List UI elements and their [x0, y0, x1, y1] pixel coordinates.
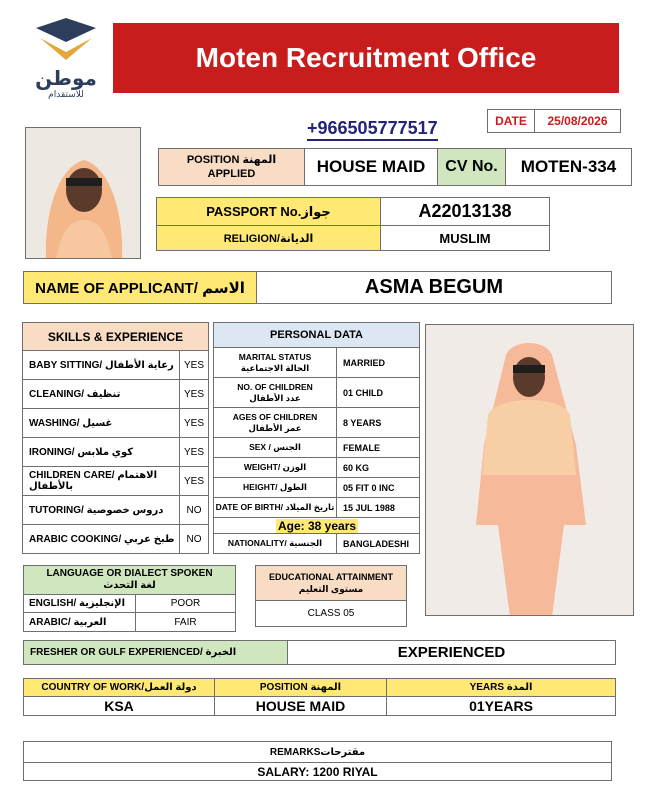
years-value: 01YEARS: [387, 696, 615, 715]
personal-row: NO. OF CHILDREN عدد الأطفال 01 CHILD: [214, 377, 419, 407]
work-history-table: [23, 678, 616, 716]
phone-number[interactable]: +966505777517: [307, 117, 438, 141]
education-title: EDUCATIONAL ATTAINMENT مستوى التعليم: [256, 566, 406, 600]
education-box: [255, 565, 407, 627]
applicant-name-label: NAME OF APPLICANT/ الاسم: [24, 272, 257, 303]
language-row-english: ENGLISH/ الإنجليزية POOR: [24, 594, 235, 612]
date-value: 25/08/2026: [547, 114, 608, 128]
date-box: [487, 109, 621, 133]
cv-value: MOTEN-334: [520, 157, 617, 176]
skill-row: TUTORING/ دروس خصوصية NO: [23, 495, 208, 524]
position-header: POSITION المهنة: [215, 679, 387, 696]
language-title: LANGUAGE OR DIALECT SPOKEN لغة التحدث: [24, 566, 235, 594]
applicant-name-row: [23, 271, 612, 304]
personal-row: DATE OF BIRTH/ تاريخ الميلاد 15 JUL 1988: [214, 497, 419, 517]
personal-row: WEIGHT/ الوزن 60 KG: [214, 457, 419, 477]
date-label: DATE: [488, 110, 535, 132]
years-header: YEARS المدة: [387, 679, 615, 696]
experience-label: FRESHER OR GULF EXPERIENCED/ الخبرة: [24, 641, 288, 664]
remarks-box: [23, 741, 612, 781]
education-value: CLASS 05: [256, 600, 406, 626]
country-value: KSA: [24, 696, 215, 715]
passport-value: A22013138: [418, 201, 512, 221]
language-row-arabic: ARABIC/ العربية FAIR: [24, 612, 235, 631]
personal-row: HEIGHT/ الطول 05 FIT 0 INC: [214, 477, 419, 497]
skill-row: BABY SITTING/ رعاية الأطفال YES: [23, 350, 208, 379]
skill-row: WASHING/ غسيل YES: [23, 408, 208, 437]
position-applied-row: [158, 148, 632, 186]
skill-row: CHILDREN CARE/ الاهتمام بالأطفال YES: [23, 466, 208, 495]
language-table: [23, 565, 236, 632]
country-header: COUNTRY OF WORK/دولة العمل: [24, 679, 215, 696]
position-applied-value: HOUSE MAID: [305, 149, 438, 185]
passport-photo: [25, 127, 141, 259]
position-applied-label: POSITION المهنة APPLIED: [159, 149, 305, 185]
person-portrait-icon: [26, 128, 141, 259]
skill-row: IRONING/ كوي ملابس YES: [23, 437, 208, 466]
remarks-value: SALARY: 1200 RIYAL: [24, 762, 611, 780]
skills-table: [22, 322, 209, 554]
position-value: HOUSE MAID: [215, 696, 387, 715]
full-body-photo: [425, 324, 634, 616]
nationality-row: NATIONALITY/ الجنسية BANGLADESHI: [214, 533, 419, 553]
full-body-portrait-icon: [426, 325, 634, 616]
applicant-name-value: ASMA BEGUM: [364, 276, 504, 298]
experience-row: [23, 640, 616, 665]
age-value: Age: 38 years: [278, 518, 357, 533]
personal-data-table: [213, 322, 420, 554]
passport-label: PASSPORT No.جواز: [157, 198, 381, 225]
skill-row: ARABIC COOKING/ طبخ عربي NO: [23, 524, 208, 553]
personal-data-title: PERSONAL DATA: [214, 323, 419, 347]
company-logo: [30, 14, 102, 100]
age-row: [214, 517, 419, 533]
header-banner: [113, 23, 619, 93]
personal-row: SEX / الجنس FEMALE: [214, 437, 419, 457]
experience-value: EXPERIENCED: [397, 644, 506, 661]
skills-title: SKILLS & EXPERIENCE: [23, 323, 208, 350]
personal-row: MARITAL STATUS الحالة الاجتماعية MARRIED: [214, 347, 419, 377]
cv-label: CV No.: [438, 149, 506, 185]
remarks-label: REMARKSمقترحات: [269, 746, 366, 758]
logo-mark-icon: [30, 14, 102, 62]
logo-sub-text: للاستقدام: [48, 90, 84, 100]
page-title: Moten Recruitment Office: [195, 42, 537, 73]
religion-value: MUSLIM: [381, 225, 549, 250]
skill-row: CLEANING/ تنظيف YES: [23, 379, 208, 408]
logo-arabic-text: موطن: [35, 66, 97, 90]
religion-label: RELIGION/الديانة: [157, 225, 381, 250]
personal-row: AGES OF CHILDREN عمر الأطفال 8 YEARS: [214, 407, 419, 437]
passport-religion-box: [156, 197, 550, 251]
